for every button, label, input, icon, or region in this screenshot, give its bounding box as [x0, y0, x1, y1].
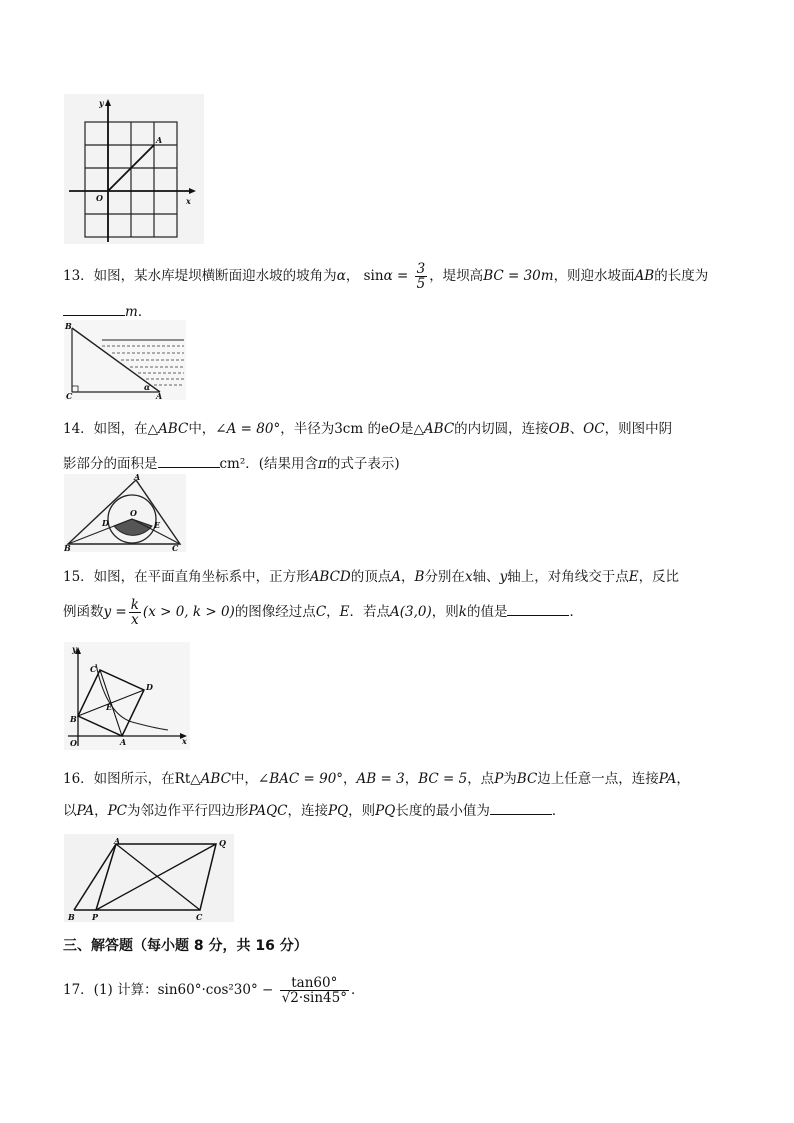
label-d: D [146, 682, 153, 692]
label-d: D [102, 518, 109, 528]
q17-line: 17．(1) 计算：sin60°·cos²30° − $\frac{\tan 60^\circ}{√2\cdot\sin 45^\circ}$ ． [63, 975, 365, 1006]
label-b: B [64, 543, 71, 552]
q13-line1: 13．如图，某水库堤坝横断面迎水坡的坡角为α， sinα = $\frac{3}{5}$ ，堤坝高BC = 30m，则迎水坡面AB的长度为 [63, 261, 709, 292]
label-q: Q [219, 838, 226, 848]
label-a: A [156, 135, 163, 145]
label-b: B [65, 321, 72, 331]
answer-blank [63, 301, 125, 316]
answer-blank [490, 800, 552, 815]
label-b: B [68, 912, 75, 922]
label-c: C [66, 391, 73, 400]
answer-blank [507, 601, 569, 616]
label-a: A [114, 836, 121, 846]
q16-line2: 以PA，PC为邻边作平行四边形PAQC，连接PQ，则PQ长度的最小值为 ． [63, 799, 565, 819]
q14-line2: 影部分的面积是 cm²．(结果用含π的式子表示) [63, 452, 400, 472]
label-x: x [182, 736, 187, 746]
label-a: A [120, 737, 127, 747]
q17-fraction: $\frac{\tan 60^\circ}{√2\cdot\sin 45^\circ}$ [281, 975, 347, 1006]
label-o: O [130, 508, 137, 518]
label-c: C [172, 543, 179, 552]
q14-line1: 14．如图，在△ABC中，∠A = 80°，半径为3cm 的eO是△ABC的内切圆，连接OB、OC，则图中阴 [63, 421, 673, 437]
q16-line1: 16．如图所示，在Rt△ABC中，∠BAC = 90°，AB = 3，BC = 5，点P为BC边上任意一点，连接PA， [63, 771, 690, 787]
label-x: x [186, 196, 191, 206]
label-o: O [96, 193, 103, 203]
label-y: y [99, 98, 104, 108]
parallelogram-figure [64, 834, 234, 922]
label-c: C [196, 912, 203, 922]
q13-line2: m． [63, 300, 151, 320]
label-a: A [134, 474, 141, 482]
q13-fraction: $\frac{3}{5}$ [416, 261, 426, 292]
incircle-figure [64, 474, 186, 552]
label-a: A [156, 391, 163, 400]
label-e: E [106, 702, 113, 712]
q15-fraction: $\frac{k}{x}$ [130, 597, 139, 628]
label-o: O [70, 738, 77, 748]
label-y: y [72, 644, 77, 654]
label-b: B [70, 714, 77, 724]
label-e: E [154, 520, 161, 530]
square-hyperbola-figure [64, 642, 190, 750]
dam-figure [64, 320, 186, 400]
label-alpha: α [144, 382, 151, 392]
label-p: P [92, 912, 99, 922]
label-c: C [90, 664, 97, 674]
grid-figure [64, 94, 204, 244]
section-heading: 三、解答题（每小题 8 分，共 16 分） [63, 938, 308, 954]
answer-blank [158, 453, 220, 468]
q15-line2: 例函数y = $\frac{k}{x}$ (x > 0, k > 0)的图像经过点C，E．若点A(3,0)，则k的值是 ． [63, 597, 583, 628]
q15-line1: 15．如图，在平面直角坐标系中，正方形ABCD的顶点A，B分别在x轴、y轴上，对角线交于点E，反比 [63, 569, 680, 585]
